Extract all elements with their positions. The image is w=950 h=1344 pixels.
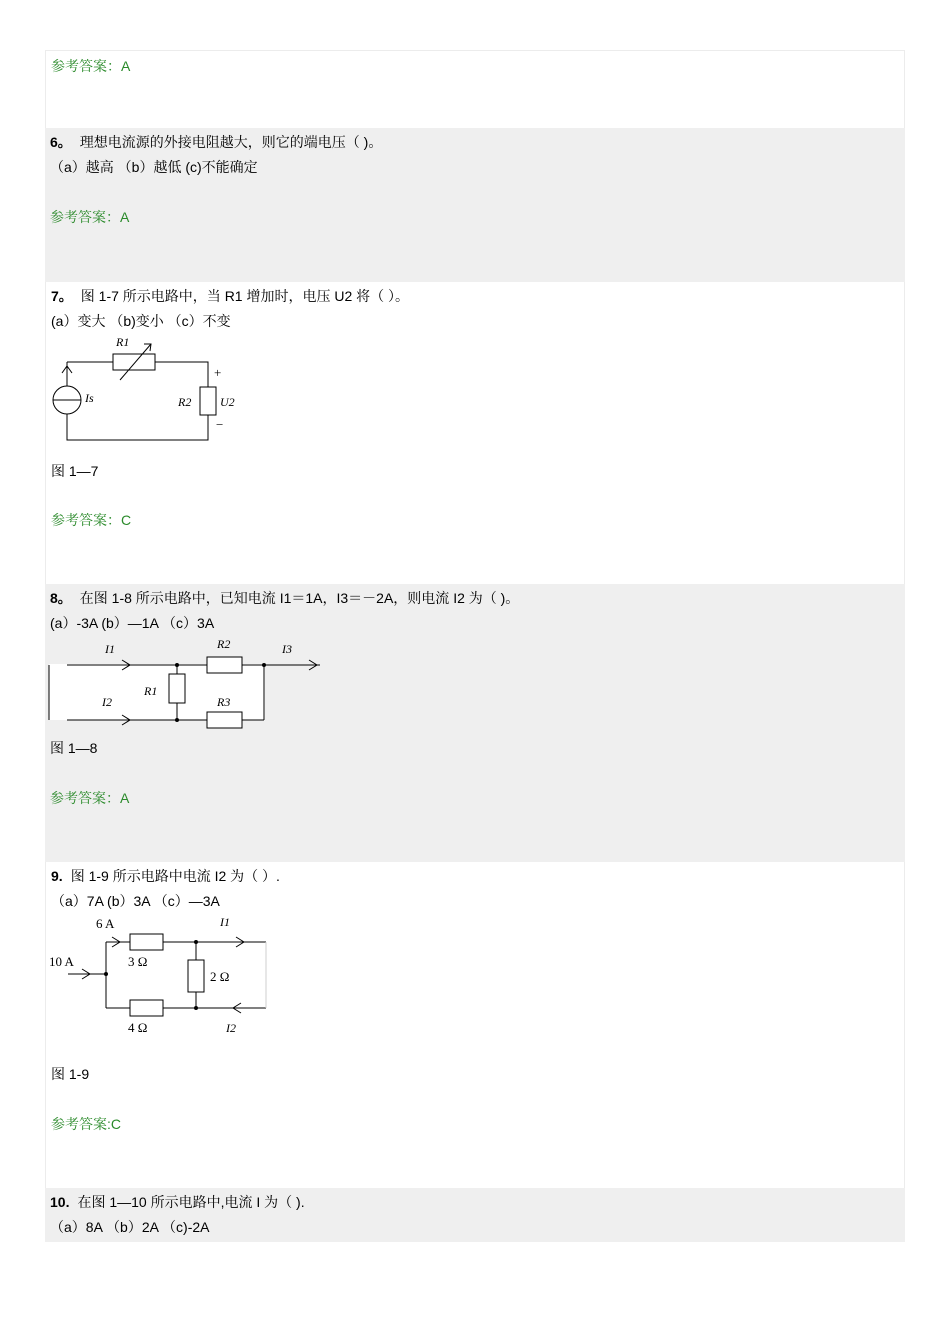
question-number: 9. [51,868,63,884]
label-minus: − [216,417,224,432]
label-plus: + [214,365,222,380]
question-stem: 理想电流源的外接电阻越大，则它的端电压（ )。 [79,134,383,150]
question-7 [45,282,905,584]
label-r2: R2 [217,637,231,651]
label-branch-current: 6 A [96,916,115,931]
question-options: (a）变大 （b)变小 （c）不变 [51,313,231,329]
label-i1: I1 [220,915,230,929]
question-options: （a）7A (b）3A （c）—3A [51,893,220,909]
label-r2: R2 [178,395,192,409]
question-number: 8。 [50,590,72,606]
question-stem: 在图 1-8 所示电路中，已知电流 I1＝1A，I3＝－2A，则电流 I2 为（ )。 [79,590,520,606]
figure-1-9-circuit [48,914,288,1042]
figure-caption: 图 1—7 [51,463,99,479]
question-options: （a）越高 （b）越低 (c)不能确定 [50,159,258,175]
question-8 [45,584,905,862]
label-i2: I2 [226,1021,236,1035]
label-i2: I2 [102,695,112,709]
question-10 [45,1188,905,1242]
label-r1: R1 [116,335,130,349]
answer-text: 参考答案：C [51,512,132,528]
answer-block-5 [45,50,905,128]
question-number: 10. [50,1194,70,1210]
answer-text: 参考答案：A [51,58,131,74]
label-r-3ohm: 3 Ω [128,954,148,969]
question-options: （a）8A （b）2A （c)-2A [50,1219,210,1235]
label-i3: I3 [282,642,292,656]
figure-1-7-circuit [48,332,248,444]
answer-text: 参考答案:C [51,1116,121,1132]
answer-text: 参考答案：A [50,790,130,806]
figure-caption: 图 1-9 [51,1066,90,1082]
label-r3: R3 [217,695,231,709]
question-number: 6。 [50,134,72,150]
label-source-current: 10 A [49,954,74,969]
label-r-4ohm: 4 Ω [128,1020,148,1035]
question-text [51,287,409,305]
question-text [50,133,382,151]
label-is: Is [85,391,94,405]
figure-caption: 图 1—8 [50,740,98,756]
question-text [51,867,280,885]
question-stem: 在图 1—10 所示电路中,电流 I 为（ ). [77,1194,305,1210]
label-u2: U2 [220,395,235,409]
question-stem: 图 1-9 所示电路中电流 I2 为（ ）. [70,868,280,884]
question-text [50,589,519,607]
answer-text: 参考答案：A [50,209,130,225]
question-text [50,1193,305,1211]
label-r1: R1 [144,684,158,698]
question-stem: 图 1-7 所示电路中，当 R1 增加时，电压 U2 将（ ）。 [80,288,410,304]
label-r-2ohm: 2 Ω [210,969,230,984]
figure-1-8-circuit [47,636,327,728]
question-9 [45,862,905,1188]
question-options: (a）-3A (b）—1A （c）3A [50,615,215,631]
label-i1: I1 [105,642,115,656]
question-6 [45,128,905,282]
question-number: 7。 [51,288,73,304]
